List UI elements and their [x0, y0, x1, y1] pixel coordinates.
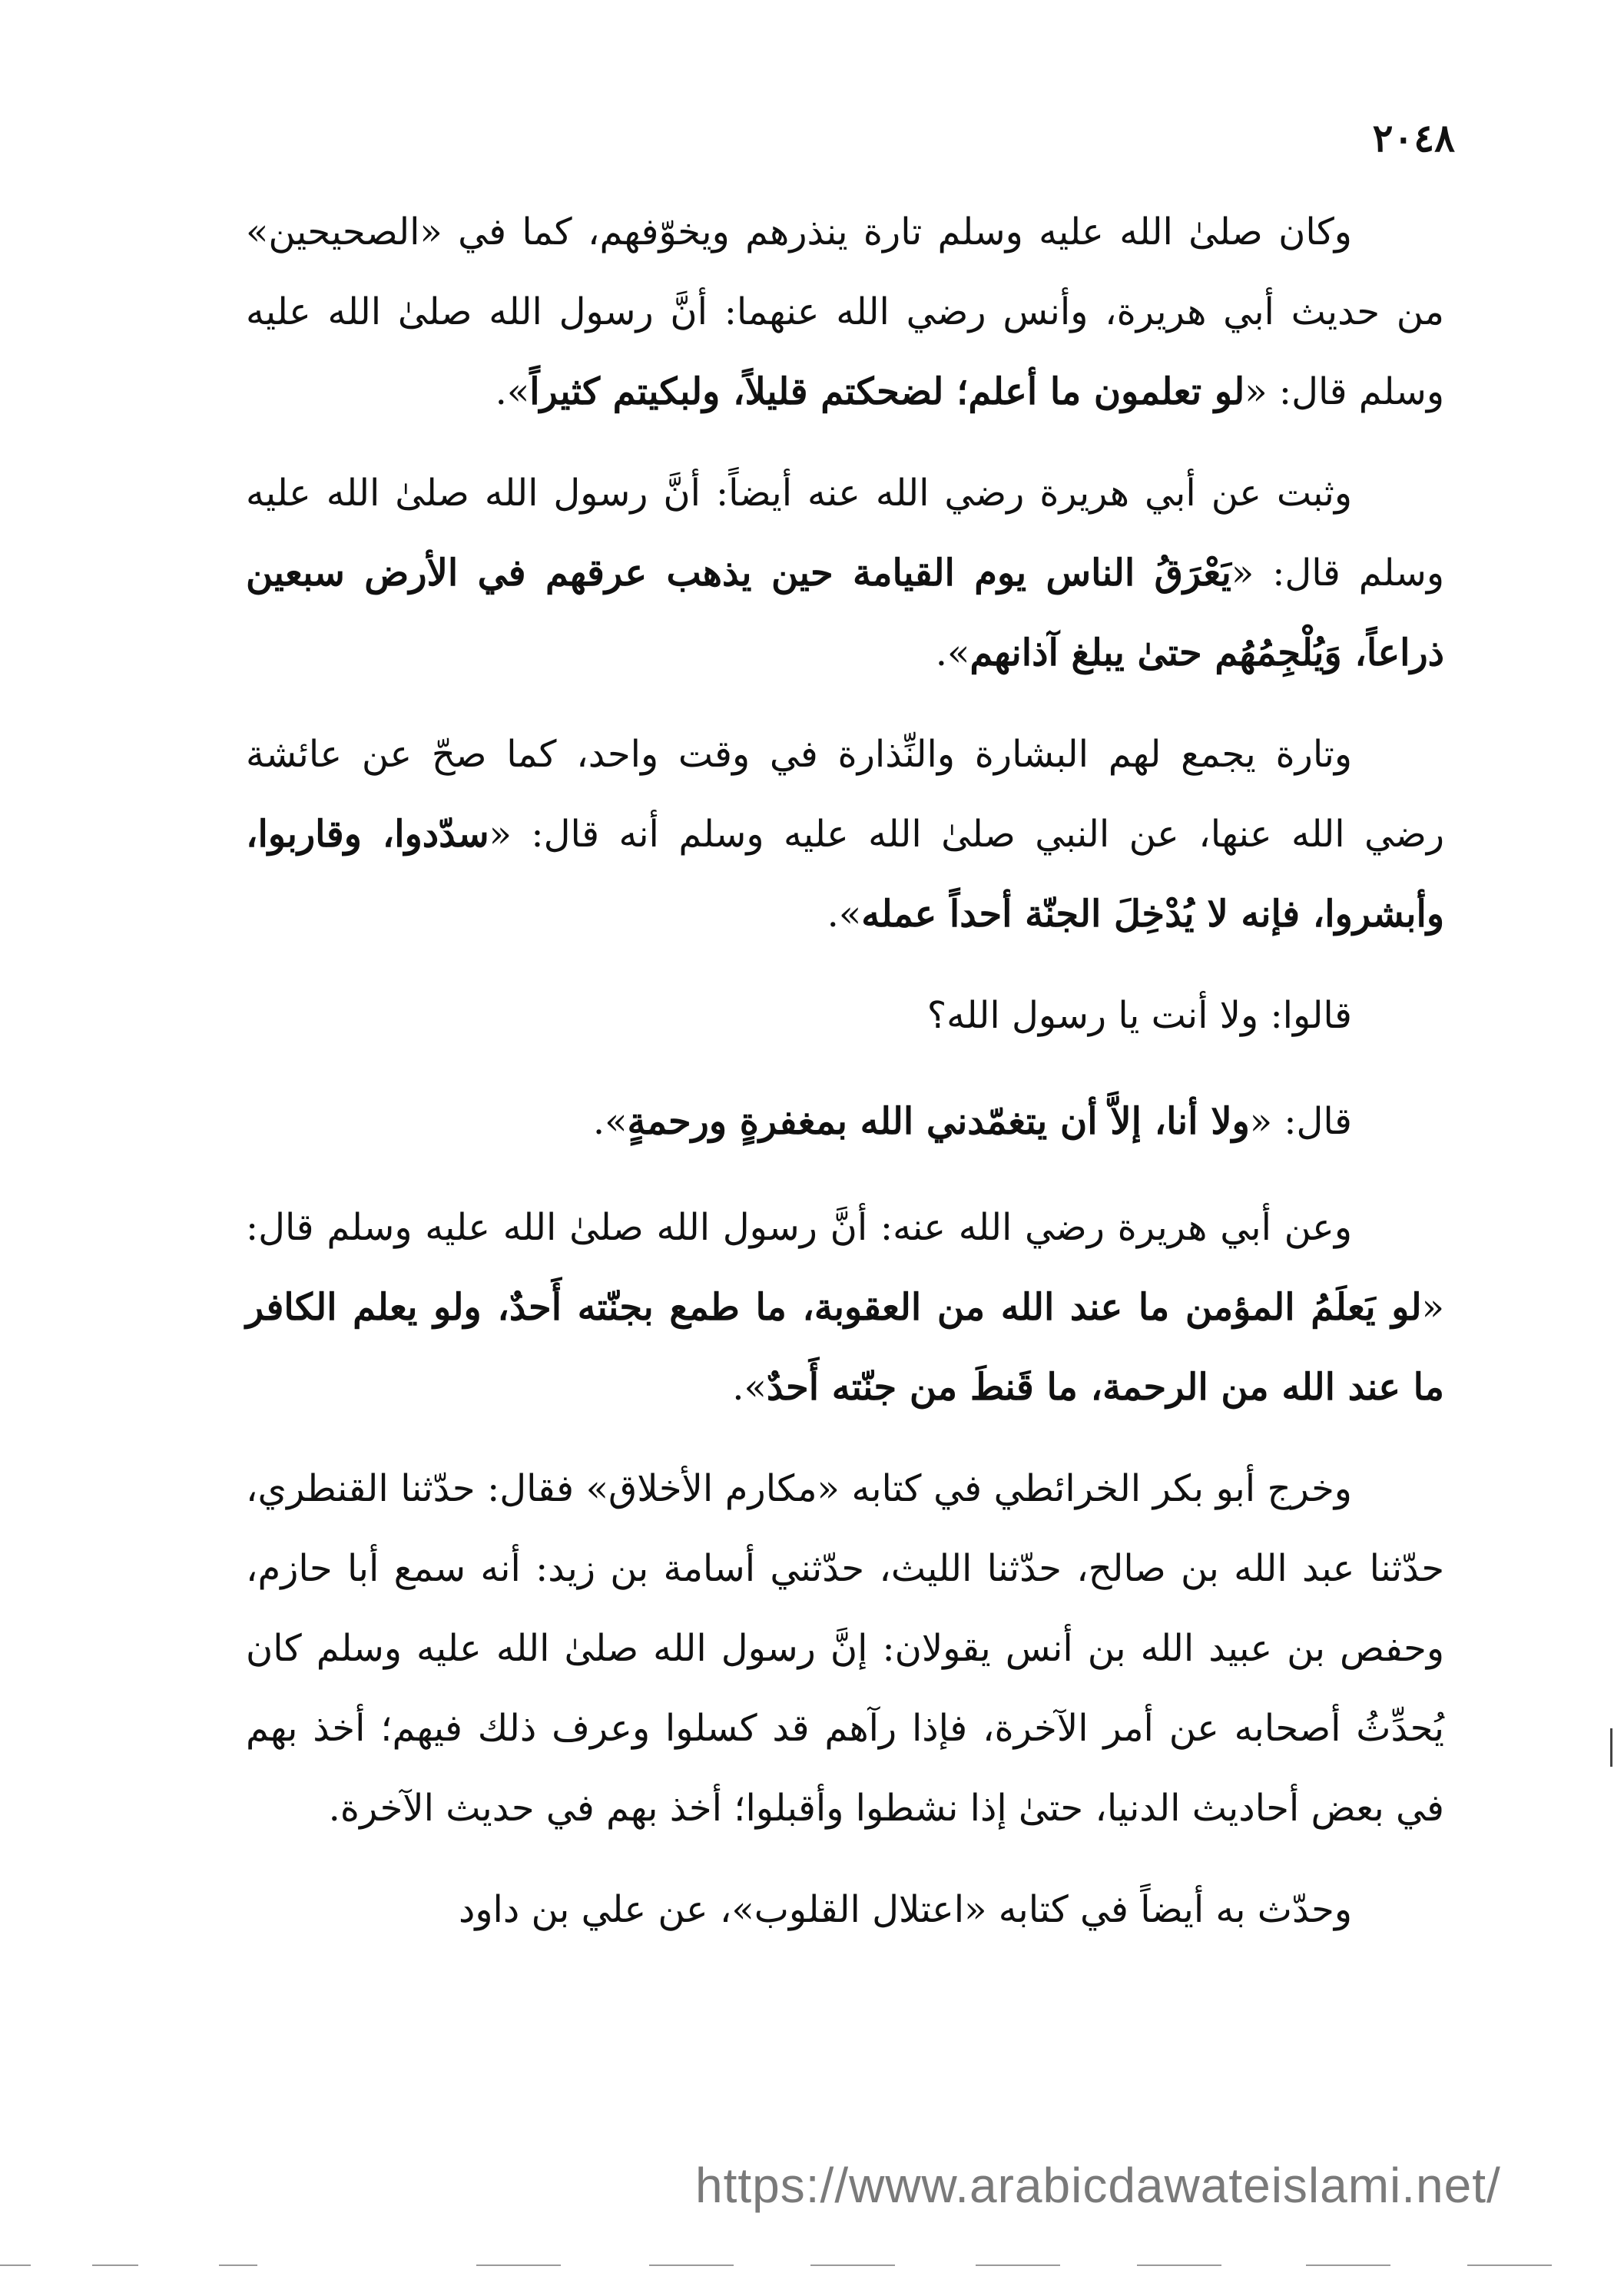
paragraph-8-text: وحدّث به أيضاً في كتابه «اعتلال القلوب»، عن علي بن داود — [458, 1888, 1352, 1931]
scan-edge-mark — [1610, 1728, 1612, 1767]
hadith-quote-6: لو يَعلَمُ المؤمن ما عند الله من العقوبة، ما طمع بجنّته أَحدٌ، ولو يعلم الكافر ما عند الله من الرحمة، ما قَنطَ من جنّته أَحدٌ — [246, 1286, 1444, 1409]
paragraph-3-tail: ». — [827, 893, 862, 936]
scan-marks — [0, 2264, 1624, 2269]
hadith-quote-2: يَعْرَقُ الناس يوم القيامة حين يذهب عرقهم في الأرض سبعين ذراعاً، وَيُلْجِمُهُم حتىٰ يبلغ آذانهم — [246, 552, 1444, 674]
paragraph-4 — [246, 976, 1444, 1055]
paragraph-5-tail: ». — [592, 1100, 628, 1143]
hadith-quote-5: ولا أنا، إلاَّ أن يتغمّدني الله بمغفرةٍ ورحمةٍ — [627, 1100, 1250, 1143]
paragraph-6 — [246, 1188, 1444, 1427]
hadith-quote-3: سدّدوا، وقاربوا، وأبشروا، فإنه لا يُدْخِلَ الجنّة أحداً عمله — [246, 813, 1444, 936]
paragraph-3-text: وتارة يجمع لهم البشارة والنِّذارة في وقت واحد، كما صحّ عن عائشة رضي الله عنها، عن النبي صلىٰ الله عليه وسلم أنه قال: « — [246, 733, 1445, 856]
paragraph-8 — [246, 1870, 1444, 1950]
paragraph-1-text: وكان صلىٰ الله عليه وسلم تارة ينذرهم ويخوّفهم، كما في «الصحيحين» من حديث أبي هريرة، وأنس رضي الله عنهما: أنَّ رسول الله صلىٰ الله عليه وسلم قال: « — [246, 210, 1445, 413]
paragraph-1 — [246, 192, 1444, 432]
paragraph-5 — [246, 1082, 1444, 1161]
page-number: ٢٠٤٨ — [1372, 115, 1455, 161]
watermark-url: https://www.arabicdawateislami.net/ — [695, 2158, 1501, 2213]
paragraph-2-tail: ». — [935, 631, 970, 674]
text-body — [246, 192, 1444, 1971]
paragraph-1-tail: ». — [495, 370, 530, 413]
paragraph-7 — [246, 1449, 1444, 1848]
paragraph-7-text: وخرج أبو بكر الخرائطي في كتابه «مكارم الأخلاق» فقال: حدّثنا القنطري، حدّثنا عبد الله بن صالح، حدّثنا الليث، حدّثني أسامة بن زيد: أنه سمع أبا حازم، وحفص بن عبيد الله بن أنس يقولان: إنَّ رسول الله صلىٰ الله عليه وسلم كان يُحدِّثُ أصحابه عن أمر الآخرة، فإذا رآهم قد كسلوا وعرف ذلك فيهم؛ أخذ بهم في بعض أحاديث الدنيا، حتىٰ إذا نشطوا وأقبلوا؛ أخذ بهم في حديث الآخرة. — [246, 1467, 1444, 1830]
paragraph-6-tail: ». — [732, 1366, 767, 1409]
paragraph-2-text: وثبت عن أبي هريرة رضي الله عنه أيضاً: أنَّ رسول الله صلىٰ الله عليه وسلم قال: « — [246, 472, 1445, 595]
paragraph-6-text: وعن أبي هريرة رضي الله عنه: أنَّ رسول الله صلىٰ الله عليه وسلم قال: « — [246, 1206, 1444, 1329]
paragraph-3 — [246, 714, 1444, 954]
hadith-quote-1: لو تعلمون ما أعلم؛ لضحكتم قليلاً، ولبكيتم كثيراً — [529, 370, 1245, 413]
paragraph-2 — [246, 453, 1444, 693]
paragraph-4-text: قالوا: ولا أنت يا رسول الله؟ — [926, 994, 1352, 1037]
paragraph-5-text: قال: « — [1249, 1100, 1352, 1143]
